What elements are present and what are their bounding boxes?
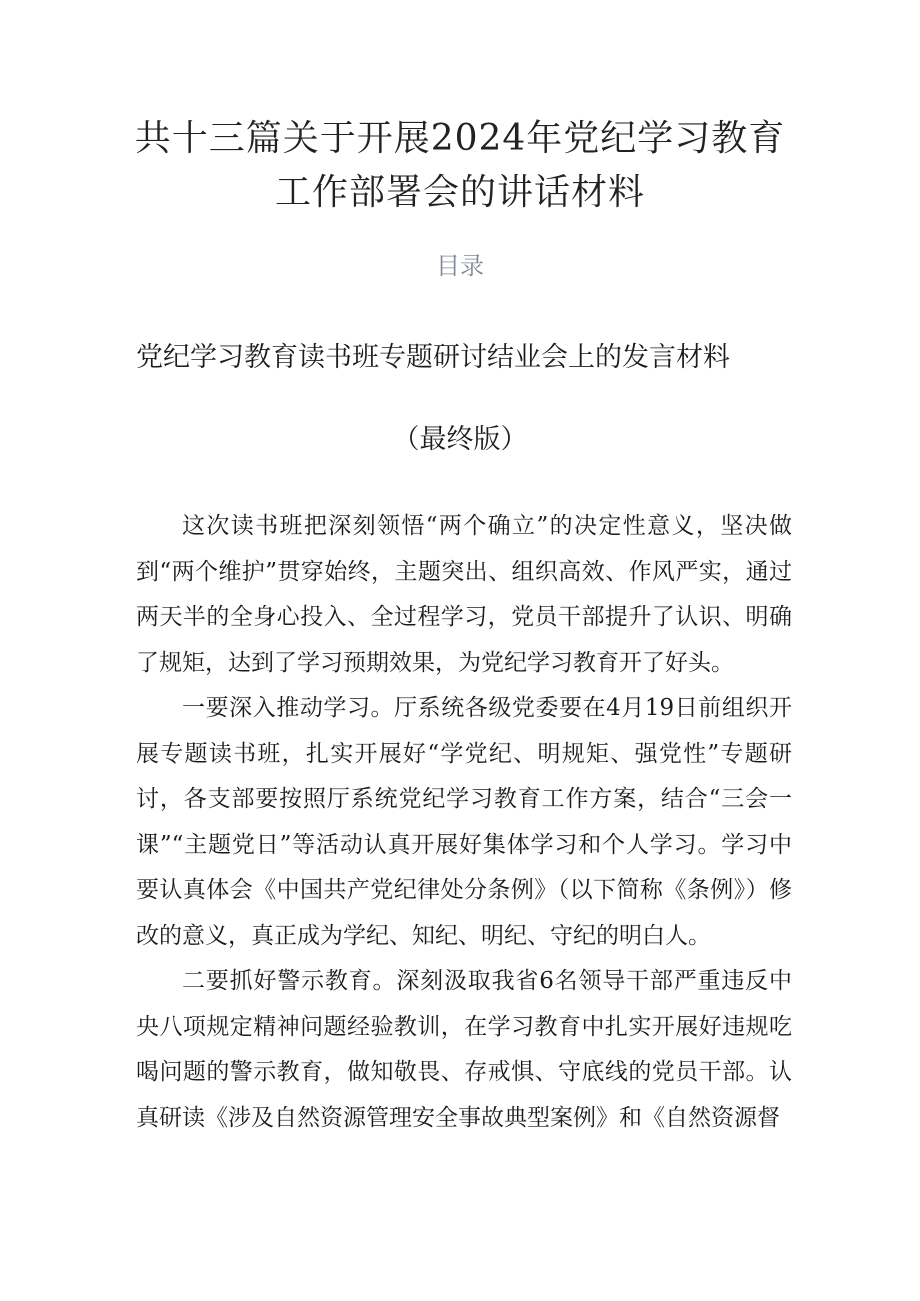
- body-paragraph: 这次读书班把深刻领悟“两个确立”的决定性意义，坚决做到“两个维护”贯穿始终，主题突出、组织高效、作风严实，通过两天半的全身心投入、全过程学习，党员干部提升了认识、明确了规矩，达到了学习预期效果，为党纪学习教育开了好头。: [136, 513, 792, 676]
- document-body: [136, 504, 792, 1141]
- document-title: 共十三篇关于开展2024年党纪学习教育工作部署会的讲话材料: [134, 118, 786, 213]
- toc-heading[interactable]: 目录: [436, 252, 484, 280]
- body-paragraph: 二要抓好警示教育。深刻汲取我省6名领导干部严重违反中央八项规定精神问题经验教训，在学习教育中扎实开展好违规吃喝问题的警示教育，做知敬畏、存戒惧、守底线的党员干部。认真研读《涉及自然资源管理安全事故典型案例》和《自然资源督: [136, 968, 792, 1131]
- section-title: 党纪学习教育读书班专题研讨结业会上的发言材料: [136, 342, 730, 373]
- body-paragraph: 一要深入推动学习。厅系统各级党委要在4月19日前组织开展专题读书班，扎实开展好“学党纪、明规矩、强党性”专题研讨，各支部要按照厅系统党纪学习教育工作方案，结合“三会一课”“主题党日”等活动认真开展好集体学习和个人学习。学习中要认真体会《中国共产党纪律处分条例》（以下简称《条例》）修改的意义，真正成为学纪、知纪、明纪、守纪的明白人。: [136, 695, 792, 949]
- section-subtitle: （最终版）: [392, 424, 528, 455]
